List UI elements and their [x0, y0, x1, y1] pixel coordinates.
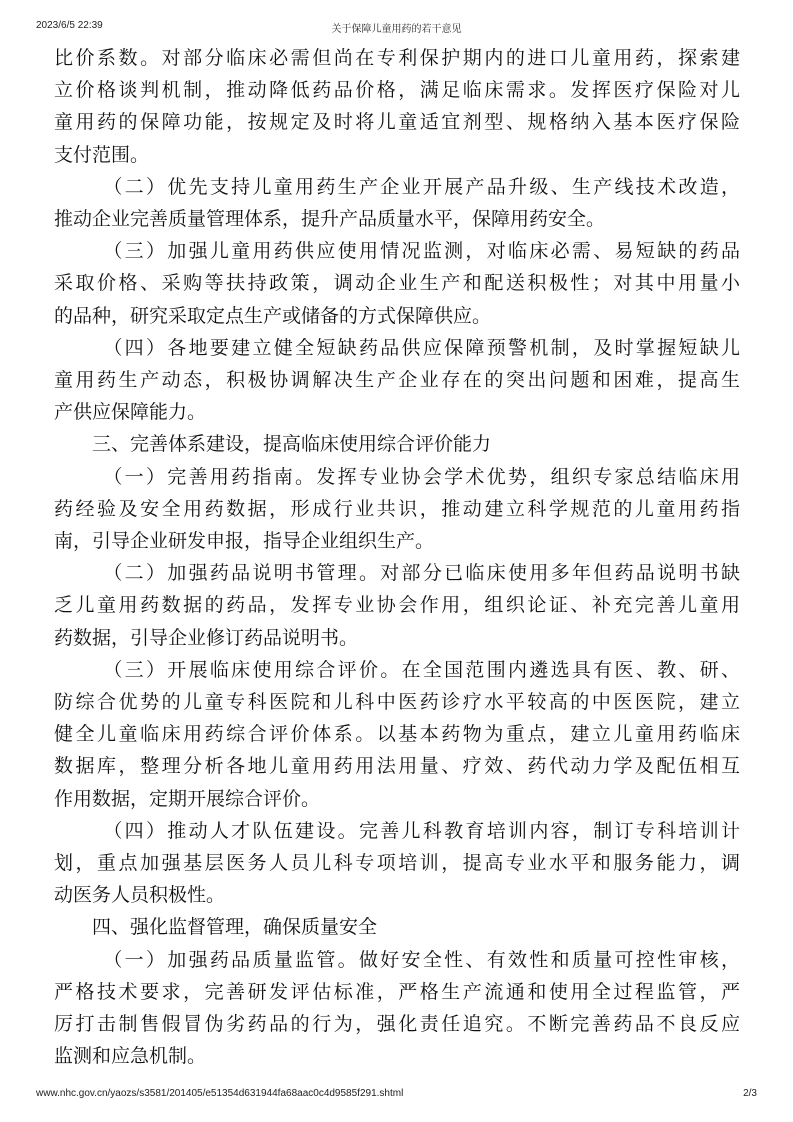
text-line: 乏儿童用药数据的药品，发挥专业协会作用，组织论证、补充完善儿童用 — [54, 594, 740, 617]
text-line: 立价格谈判机制，推动降低药品价格，满足临床需求。发挥医疗保险对儿 — [54, 79, 740, 102]
text-line: 四、强化监督管理，确保质量安全 — [92, 916, 378, 939]
text-line: 药数据，引导企业修订药品说明书。 — [54, 626, 359, 649]
list-paragraph — [54, 461, 740, 558]
text-line: 健全儿童临床用药综合评价体系。以基本药物为重点，建立儿童用药临床 — [54, 723, 740, 746]
document-body — [54, 42, 740, 1073]
text-line: 推动企业完善质量管理体系，提升产品质量水平，保障用药安全。 — [54, 208, 606, 231]
text-line: （四）推动人才队伍建设。完善儿科教育培训内容，制订专科培训计 — [103, 819, 740, 842]
text-line: 比价系数。对部分临床必需但尚在专利保护期内的进口儿童用药，探索建 — [54, 47, 740, 69]
section-heading — [54, 428, 740, 460]
list-paragraph — [54, 557, 740, 654]
text-line: （三）加强儿童用药供应使用情况监测，对临床必需、易短缺的药品 — [103, 240, 740, 263]
text-line: 的品种，研究采取定点生产或储备的方式保障供应。 — [54, 304, 492, 327]
text-line: 童用药生产动态，积极协调解决生产企业存在的突出问题和困难，提高生 — [54, 369, 740, 392]
text-line: 药经验及安全用药数据，形成行业共识，推动建立科学规范的儿童用药指 — [54, 497, 740, 520]
text-line: 严格技术要求，完善研发评估标准，严格生产流通和使用全过程监管，严 — [54, 980, 740, 1003]
print-header — [0, 0, 793, 40]
text-line: 童用药的保障功能，按规定及时将儿童适宜剂型、规格纳入基本医疗保险 — [54, 111, 740, 134]
text-line: （二）优先支持儿童用药生产企业开展产品升级、生产线技术改造， — [103, 175, 740, 198]
text-line: （三）开展临床使用综合评价。在全国范围内遴选具有医、教、研、 — [103, 658, 740, 681]
text-line: 南，引导企业研发申报，指导企业组织生产。 — [54, 530, 435, 553]
text-line: 监测和应急机制。 — [54, 1045, 207, 1068]
list-paragraph — [54, 654, 740, 815]
text-line: （二）加强药品说明书管理。对部分已临床使用多年但药品说明书缺 — [103, 562, 740, 585]
paragraph-continuation — [54, 42, 740, 171]
text-line: 三、完善体系建设，提高临床使用综合评价能力 — [92, 433, 492, 456]
print-page-title: 关于保障儿童用药的若干意见 — [331, 24, 462, 35]
list-paragraph — [54, 235, 740, 332]
section-heading — [54, 911, 740, 943]
list-paragraph — [54, 171, 740, 235]
text-line: 数据库，整理分析各地儿童用药用法用量、疗效、药代动力学及配伍相互 — [54, 755, 740, 778]
text-line: 厉打击制售假冒伪劣药品的行为，强化责任追究。不断完善药品不良反应 — [54, 1013, 740, 1036]
text-line: （四）各地要建立健全短缺药品供应保障预警机制，及时掌握短缺儿 — [103, 336, 740, 359]
page-url: www.nhc.gov.cn/yaozs/s3581/201405/e51354d631944fa68aac0c4d9585f291.shtml — [36, 1088, 404, 1099]
text-line: 采取价格、采购等扶持政策，调动企业生产和配送积极性；对其中用量小 — [54, 272, 740, 295]
text-line: 动医务人员积极性。 — [54, 884, 226, 907]
text-line: 支付范围。 — [54, 143, 150, 166]
text-line: 防综合优势的儿童专科医院和儿科中医药诊疗水平较高的中医医院，建立 — [54, 691, 740, 714]
text-line: 作用数据，定期开展综合评价。 — [54, 787, 321, 810]
list-paragraph — [54, 815, 740, 912]
list-paragraph — [54, 944, 740, 1073]
list-paragraph — [54, 332, 740, 429]
text-line: （一）加强药品质量监管。做好安全性、有效性和质量可控性审核， — [103, 948, 740, 971]
text-line: 产供应保障能力。 — [54, 401, 207, 424]
text-line: （一）完善用药指南。发挥专业协会学术优势，组织专家总结临床用 — [103, 465, 740, 488]
text-line: 划，重点加强基层医务人员儿科专项培训，提高专业水平和服务能力，调 — [54, 852, 740, 875]
print-footer — [0, 1088, 793, 1108]
print-datetime: 2023/6/5 22:39 — [36, 20, 103, 31]
page-number: 2/3 — [743, 1088, 757, 1099]
